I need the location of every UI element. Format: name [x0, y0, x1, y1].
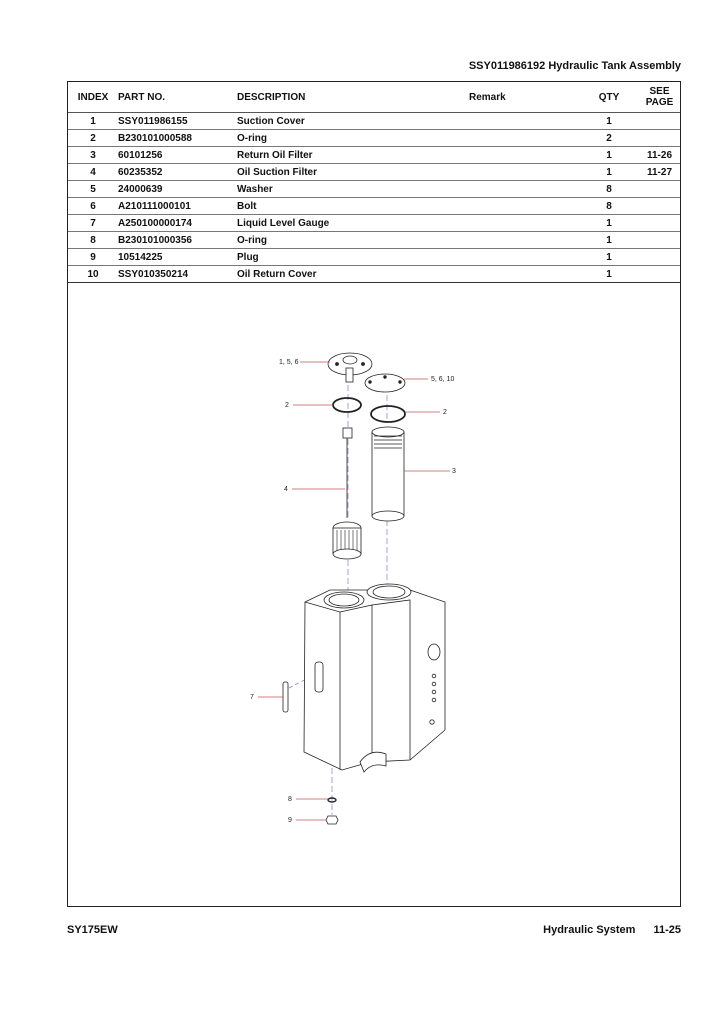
- see-page-line1: SEE: [649, 86, 670, 97]
- cell-part-no: 10514225: [118, 249, 237, 266]
- cell-see-page: 11-27: [639, 164, 680, 181]
- cell-description: Suction Cover: [237, 113, 469, 130]
- footer-model: SY175EW: [67, 924, 118, 936]
- cell-qty: 1: [579, 215, 639, 232]
- cell-part-no: 60235352: [118, 164, 237, 181]
- callout-2-left: 2: [285, 402, 289, 409]
- footer-section: Hydraulic System: [543, 924, 636, 936]
- callout-3: 3: [452, 468, 456, 475]
- cell-qty: 1: [579, 113, 639, 130]
- cell-qty: 1: [579, 147, 639, 164]
- cell-description: Return Oil Filter: [237, 147, 469, 164]
- cell-description: Bolt: [237, 198, 469, 215]
- hydraulic-tank: [304, 584, 445, 772]
- cell-part-no: A210111000101: [118, 198, 237, 215]
- cell-qty: 2: [579, 130, 639, 147]
- cell-qty: 1: [579, 266, 639, 283]
- oil-return-cover: [365, 374, 405, 392]
- cell-qty: 1: [579, 232, 639, 249]
- cell-qty: 1: [579, 164, 639, 181]
- page-header-title: SSY011986192 Hydraulic Tank Assembly: [468, 60, 681, 72]
- cell-index: 6: [68, 198, 118, 215]
- col-qty-header: QTY: [579, 82, 639, 113]
- callout-5-6-10: 5, 6, 10: [431, 376, 455, 383]
- see-page-line2: PAGE: [645, 97, 674, 108]
- callout-1-5-6: 1, 5, 6: [279, 359, 299, 366]
- cell-index: 9: [68, 249, 118, 266]
- callout-7: 7: [250, 694, 254, 701]
- cell-description: Washer: [237, 181, 469, 198]
- cell-index: 7: [68, 215, 118, 232]
- cell-qty: 8: [579, 198, 639, 215]
- cell-index: 5: [68, 181, 118, 198]
- cell-qty: 1: [579, 249, 639, 266]
- oil-suction-filter: [333, 428, 361, 559]
- cell-part-no: B230101000588: [118, 130, 237, 147]
- cell-part-no: SSY011986155: [118, 113, 237, 130]
- col-index-header: INDEX: [68, 82, 118, 113]
- footer-right: [525, 924, 681, 936]
- cell-qty: 8: [579, 181, 639, 198]
- return-oil-filter: [372, 427, 404, 521]
- cell-index: 2: [68, 130, 118, 147]
- cell-description: O-ring: [237, 130, 469, 147]
- liquid-level-gauge: [283, 682, 288, 712]
- cell-index: 1: [68, 113, 118, 130]
- o-ring-right: [371, 406, 405, 422]
- cell-index: 4: [68, 164, 118, 181]
- callout-9: 9: [288, 817, 292, 824]
- col-part-no-header: PART NO.: [118, 82, 237, 113]
- footer-page-number: 11-25: [653, 924, 681, 936]
- cell-index: 10: [68, 266, 118, 283]
- cell-part-no: A250100000174: [118, 215, 237, 232]
- cell-description: Plug: [237, 249, 469, 266]
- cell-index: 8: [68, 232, 118, 249]
- drain-plug: [326, 816, 338, 824]
- cell-description: Oil Return Cover: [237, 266, 469, 283]
- cell-index: 3: [68, 147, 118, 164]
- callout-8: 8: [288, 796, 292, 803]
- callout-4: 4: [284, 486, 288, 493]
- suction-cover: [328, 353, 372, 382]
- cell-part-no: B230101000356: [118, 232, 237, 249]
- cell-description: Oil Suction Filter: [237, 164, 469, 181]
- cell-part-no: SSY010350214: [118, 266, 237, 283]
- col-description-header: DESCRIPTION: [237, 82, 469, 113]
- callout-2-right: 2: [443, 409, 447, 416]
- cell-description: Liquid Level Gauge: [237, 215, 469, 232]
- cell-part-no: 60101256: [118, 147, 237, 164]
- col-remark-header: Remark: [469, 82, 579, 113]
- cell-part-no: 24000639: [118, 181, 237, 198]
- cell-see-page: 11-26: [639, 147, 680, 164]
- o-ring-left: [333, 398, 361, 412]
- cell-description: O-ring: [237, 232, 469, 249]
